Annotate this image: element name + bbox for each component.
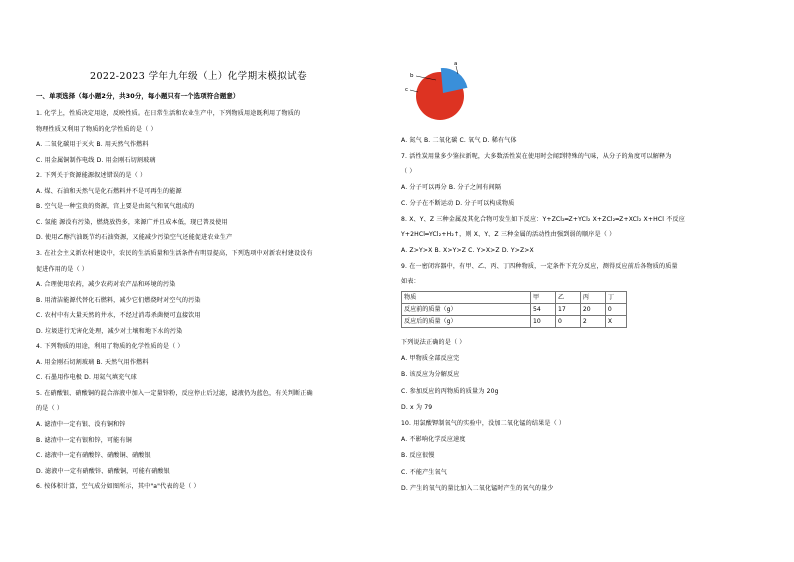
table-header-cell: 丁	[605, 292, 626, 304]
question-line: 7. 活性炭用量多少鉴拉新呢，大多数活性炭在使用时会闻到特殊的气味，从分子的角度可以解释为	[401, 152, 672, 160]
question-line: C. 氢能 源没有污染，燃烧放热多，来源广并且成本低，现已普及使用	[36, 218, 228, 226]
question-line: 8. X、Y、Z 三种金属及其化合物可发生如下反应：Y+ZCl₂═Z+YCl₂ X+ZCl₂═Z+XCl₂ X+HCl 不反应	[401, 215, 685, 223]
question-line: 10. 用氯酸钾制氧气的实验中，没加二氧化锰的结果是（ ）	[401, 420, 566, 427]
question-line: A. Z>Y>X B. X>Y>Z C. Y>X>Z D. Y>Z>X	[401, 246, 534, 254]
question-line: B. 该反应为分解反应	[401, 371, 460, 379]
question-line: C. 用金属铜制作电线 D. 用金刚石切割玻璃	[36, 156, 156, 164]
table-cell: 17	[555, 304, 580, 316]
question-line: 4. 下列物质的用途，利用了物质的化学性质的是（ ）	[36, 343, 184, 351]
question-line: 下列说法正确的是（ ）	[401, 339, 466, 346]
table-cell: 20	[580, 304, 605, 316]
table-cell: 反应前的质量（g）	[402, 304, 531, 316]
question-line: D. x 为 79	[401, 403, 433, 411]
question-line: 如表：	[401, 278, 420, 286]
table-header-row	[402, 292, 627, 304]
table-row	[402, 304, 627, 316]
question-line: C. 石墨用作电极 D. 用氦气填充气球	[36, 374, 137, 382]
table-row	[402, 316, 627, 328]
question-line: A. 滤渣中一定有银、没有铜和锌	[36, 421, 126, 428]
table-cell: 0	[605, 304, 626, 316]
air-composition-pie-chart	[402, 58, 472, 128]
question-line: B. 用清洁能源代替化石燃料，减少它们燃烧时对空气的污染	[36, 296, 201, 304]
question-line: 9. 在一密闭容器中，有甲、乙、丙、丁四种物质，一定条件下充分反应，测得反应前后各物质的质量	[401, 262, 678, 270]
pie-label-a: a	[454, 61, 458, 67]
question-line: D. 产生的氧气的量比加入二氧化锰时产生的氧气的量少	[401, 484, 554, 492]
question-line: D. 使用乙醇汽油既节约石油资源，又能减少污染空气还能促进农业生产	[36, 234, 233, 242]
question-line: A. 分子可以再分 B. 分子之间有间隔	[401, 184, 502, 192]
question-line: 5. 在硝酸银、硝酸铜的混合溶液中加入一定量锌粉，反应停止后过滤，滤液仍为蓝色，有关判断正确	[36, 389, 313, 397]
question-line: 的是（ ）	[36, 405, 64, 413]
table-cell: 54	[531, 304, 556, 316]
question-line: B. 滤渣中一定有银和锌，可能有铜	[36, 436, 132, 444]
table-header-cell: 物质	[402, 292, 531, 304]
section-title: 一、单项选择（每小题2分，共30分，每小题只有一个选项符合题意）	[36, 92, 240, 100]
question-line: A. 煤、石油和天然气是化石燃料并不是可再生的能源	[36, 187, 182, 195]
table-cell: X	[605, 316, 626, 328]
question-line: C. 不能产生氧气	[401, 468, 448, 476]
table-cell: 2	[580, 316, 605, 328]
pie-label-b: b	[410, 73, 414, 79]
question-line: 物理性质又利用了物质的化学性质的是（ ）	[36, 125, 157, 133]
page-title: 2022-2023 学年九年级（上）化学期末模拟试卷	[90, 71, 307, 82]
question-line: 2. 下列关于资源能源叙述错误的是（ ）	[36, 172, 147, 180]
table-cell: 0	[555, 316, 580, 328]
question-line: A. 甲物质全部反应完	[401, 355, 460, 363]
question-line: C. 分子在不断运动 D. 分子可以构成物质	[401, 199, 515, 207]
question-line: （ ）	[401, 168, 416, 176]
pie-slice-a	[441, 68, 468, 93]
question-line: Y+2HCl═YCl₂+H₂↑，则 X、Y、Z 三种金属的活动性由强到弱的顺序是（ ）	[401, 231, 616, 239]
question-line: B. 反应很慢	[401, 452, 435, 460]
pie-label-c: c	[405, 87, 409, 93]
table-header-cell: 乙	[555, 292, 580, 304]
question-line: D. 滤液中一定有硝酸锌、硝酸铜，可能有硝酸银	[36, 467, 170, 475]
table-header-cell: 甲	[531, 292, 556, 304]
question-line: 促进作用的是（ ）	[36, 265, 89, 273]
question-line: 6. 按体积计算，空气成分如图所示，其中"a"代表的是（ ）	[36, 483, 200, 491]
question-line: A. 用金刚石切割玻璃 B. 天然气用作燃料	[36, 358, 149, 366]
question-line: B. 空气是一种宝贵的资源，宫上要是由氮气和氧气组成的	[36, 203, 195, 211]
question-line: A. 合理使用农药，减少农药对农产品和环境的污染	[36, 281, 176, 289]
table-cell: 10	[531, 316, 556, 328]
question-line: A. 氮气 B. 二氧化碳 C. 氧气 D. 稀有气体	[401, 137, 517, 144]
question-line: A. 二氧化碳用于灭火 B. 用天然气作燃料	[36, 141, 149, 149]
question-line: C. 参加反应的丙物质的质量为 20g	[401, 387, 499, 395]
table-cell: 反应后的质量（g）	[402, 316, 531, 328]
question-line: D. 垃圾进行无害化处理，减少对土壤和地下水的污染	[36, 327, 183, 335]
question-line: 3. 在社会主义新农村建设中，农民的生活质量和生活条件有明显提高，下列选项中对新农村建设没有	[36, 249, 313, 257]
mass-table	[401, 291, 627, 328]
question-line: C. 农村中有大量天然的井水，不经过消毒杀菌便可直接饮用	[36, 312, 201, 320]
question-line: 1. 化学上，性质决定用途，反映性质。在日常生活和农业生产中，下列物质用途既利用了物质的	[36, 110, 301, 117]
question-line: A. 不影响化学反应速度	[401, 436, 466, 444]
table-header-cell: 丙	[580, 292, 605, 304]
question-line: C. 滤液中一定有硝酸锌、硝酸铜、硝酸银	[36, 452, 151, 460]
